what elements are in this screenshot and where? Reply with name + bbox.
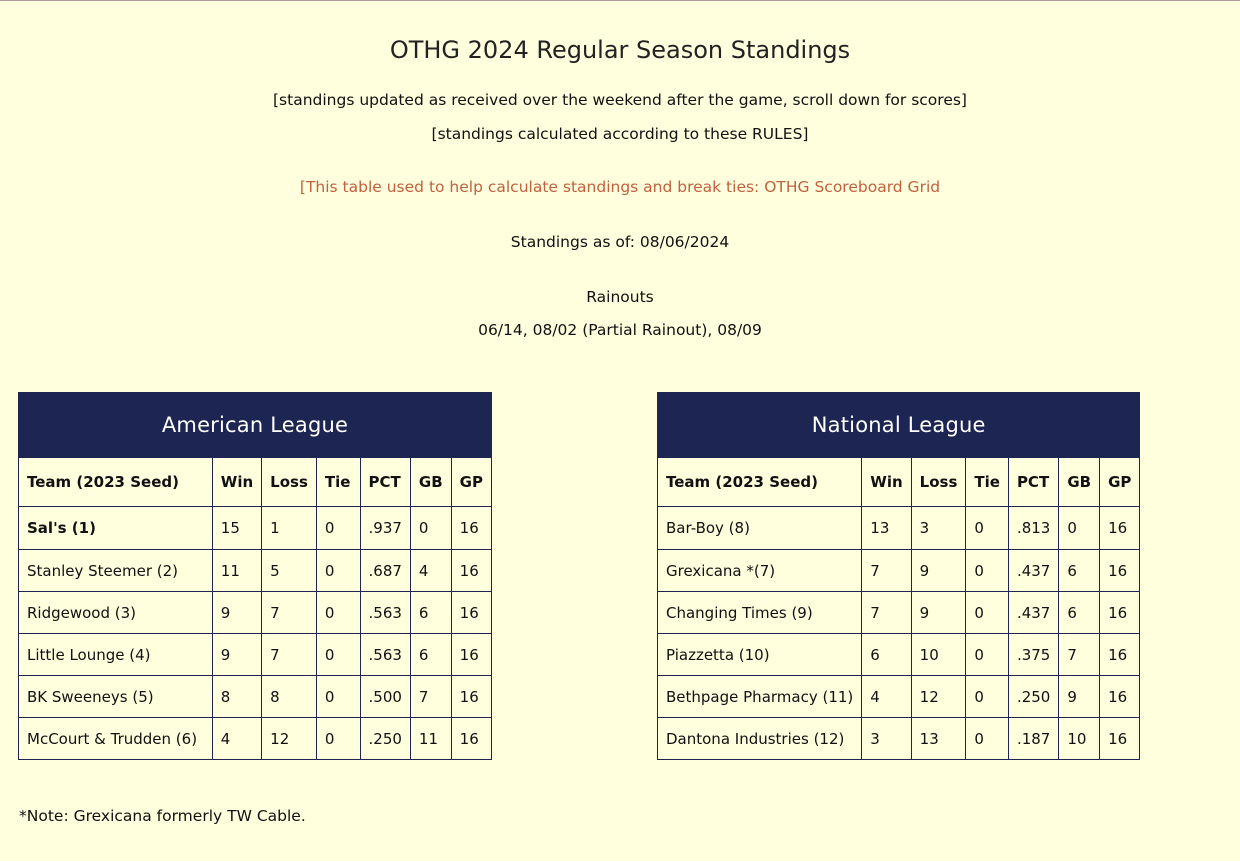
games-played: 16: [1100, 507, 1140, 550]
national-league-table: [657, 392, 1140, 760]
ties: 0: [966, 550, 1009, 592]
pct: .437: [1008, 550, 1058, 592]
col-team: Team (2023 Seed): [19, 458, 213, 507]
american-league-title: American League: [19, 393, 492, 458]
column-header-row: [19, 458, 492, 507]
team-name: Little Lounge (4): [19, 634, 213, 676]
col-win: Win: [212, 458, 261, 507]
losses: 10: [911, 634, 966, 676]
wins: 7: [862, 550, 911, 592]
games-played: 16: [451, 634, 491, 676]
ties: 0: [316, 634, 360, 676]
losses: 5: [262, 550, 317, 592]
update-note: [standings updated as received over the weekend after the game, scroll down for scores]: [273, 91, 967, 109]
ties: 0: [966, 676, 1009, 718]
ties: 0: [316, 718, 360, 760]
wins: 11: [212, 550, 261, 592]
table-row: [19, 550, 492, 592]
table-row: [19, 592, 492, 634]
losses: 3: [911, 507, 966, 550]
col-tie: Tie: [316, 458, 360, 507]
team-name: Grexicana *(7): [658, 550, 862, 592]
table-row: [19, 634, 492, 676]
pct: .813: [1008, 507, 1058, 550]
col-gb: GB: [410, 458, 451, 507]
wins: 9: [212, 634, 261, 676]
losses: 7: [262, 634, 317, 676]
wins: 15: [212, 507, 261, 550]
pct: .375: [1008, 634, 1058, 676]
games-played: 16: [451, 718, 491, 760]
games-played: 16: [451, 676, 491, 718]
games-back: 6: [410, 634, 451, 676]
games-played: 16: [1100, 718, 1140, 760]
wins: 7: [862, 592, 911, 634]
losses: 9: [911, 550, 966, 592]
ties: 0: [966, 718, 1009, 760]
team-name: Ridgewood (3): [19, 592, 213, 634]
team-name: Dantona Industries (12): [658, 718, 862, 760]
ties: 0: [966, 507, 1009, 550]
team-name: McCourt & Trudden (6): [19, 718, 213, 760]
standings-date: Standings as of: 08/06/2024: [510, 233, 730, 251]
wins: 4: [212, 718, 261, 760]
rainouts-label: Rainouts: [586, 288, 654, 306]
games-played: 16: [451, 592, 491, 634]
pct: .250: [360, 718, 410, 760]
ties: 0: [966, 592, 1009, 634]
pct: .187: [1008, 718, 1058, 760]
table-row: [658, 507, 1140, 550]
ties: 0: [316, 507, 360, 550]
games-back: 11: [410, 718, 451, 760]
losses: 12: [911, 676, 966, 718]
ties: 0: [316, 676, 360, 718]
wins: 4: [862, 676, 911, 718]
col-pct: PCT: [1008, 458, 1058, 507]
table-row: [658, 676, 1140, 718]
games-played: 16: [1100, 550, 1140, 592]
games-back: 0: [1059, 507, 1100, 550]
footnote: *Note: Grexicana formerly TW Cable.: [19, 807, 306, 825]
pct: .250: [1008, 676, 1058, 718]
team-name: BK Sweeneys (5): [19, 676, 213, 718]
ties: 0: [316, 592, 360, 634]
table-row: [19, 507, 492, 550]
pct: .500: [360, 676, 410, 718]
games-back: 10: [1059, 718, 1100, 760]
games-back: 7: [410, 676, 451, 718]
games-played: 16: [451, 550, 491, 592]
pct: .563: [360, 634, 410, 676]
team-name: Bethpage Pharmacy (11): [658, 676, 862, 718]
page-title: OTHG 2024 Regular Season Standings: [389, 36, 851, 64]
table-row: [658, 634, 1140, 676]
games-back: 7: [1059, 634, 1100, 676]
team-name: Sal's (1): [19, 507, 213, 550]
rules-link[interactable]: [standings calculated according to these RULES]: [431, 125, 809, 143]
pct: .687: [360, 550, 410, 592]
games-back: 9: [1059, 676, 1100, 718]
col-tie: Tie: [966, 458, 1009, 507]
pct: .437: [1008, 592, 1058, 634]
table-row: [658, 592, 1140, 634]
table-row: [658, 718, 1140, 760]
col-gp: GP: [451, 458, 491, 507]
games-played: 16: [1100, 592, 1140, 634]
wins: 3: [862, 718, 911, 760]
col-gb: GB: [1059, 458, 1100, 507]
rainouts-dates: 06/14, 08/02 (Partial Rainout), 08/09: [478, 321, 762, 339]
losses: 7: [262, 592, 317, 634]
wins: 6: [862, 634, 911, 676]
ties: 0: [966, 634, 1009, 676]
games-back: 4: [410, 550, 451, 592]
losses: 13: [911, 718, 966, 760]
scoreboard-grid-link[interactable]: [This table used to help calculate standings and break ties: OTHG Scoreboard Grid: [299, 178, 941, 196]
national-league-title: National League: [658, 393, 1140, 458]
col-pct: PCT: [360, 458, 410, 507]
team-name: Bar-Boy (8): [658, 507, 862, 550]
games-played: 16: [1100, 676, 1140, 718]
col-win: Win: [862, 458, 911, 507]
games-played: 16: [451, 507, 491, 550]
losses: 9: [911, 592, 966, 634]
losses: 12: [262, 718, 317, 760]
pct: .563: [360, 592, 410, 634]
games-back: 6: [410, 592, 451, 634]
losses: 8: [262, 676, 317, 718]
table-row: [19, 676, 492, 718]
table-row: [658, 550, 1140, 592]
col-team: Team (2023 Seed): [658, 458, 862, 507]
games-back: 0: [410, 507, 451, 550]
table-row: [19, 718, 492, 760]
ties: 0: [316, 550, 360, 592]
games-back: 6: [1059, 550, 1100, 592]
wins: 9: [212, 592, 261, 634]
wins: 13: [862, 507, 911, 550]
column-header-row: [658, 458, 1140, 507]
games-back: 6: [1059, 592, 1100, 634]
losses: 1: [262, 507, 317, 550]
team-name: Stanley Steemer (2): [19, 550, 213, 592]
col-loss: Loss: [911, 458, 966, 507]
team-name: Changing Times (9): [658, 592, 862, 634]
games-played: 16: [1100, 634, 1140, 676]
pct: .937: [360, 507, 410, 550]
wins: 8: [212, 676, 261, 718]
team-name: Piazzetta (10): [658, 634, 862, 676]
col-gp: GP: [1100, 458, 1140, 507]
col-loss: Loss: [262, 458, 317, 507]
american-league-table: [18, 392, 492, 760]
